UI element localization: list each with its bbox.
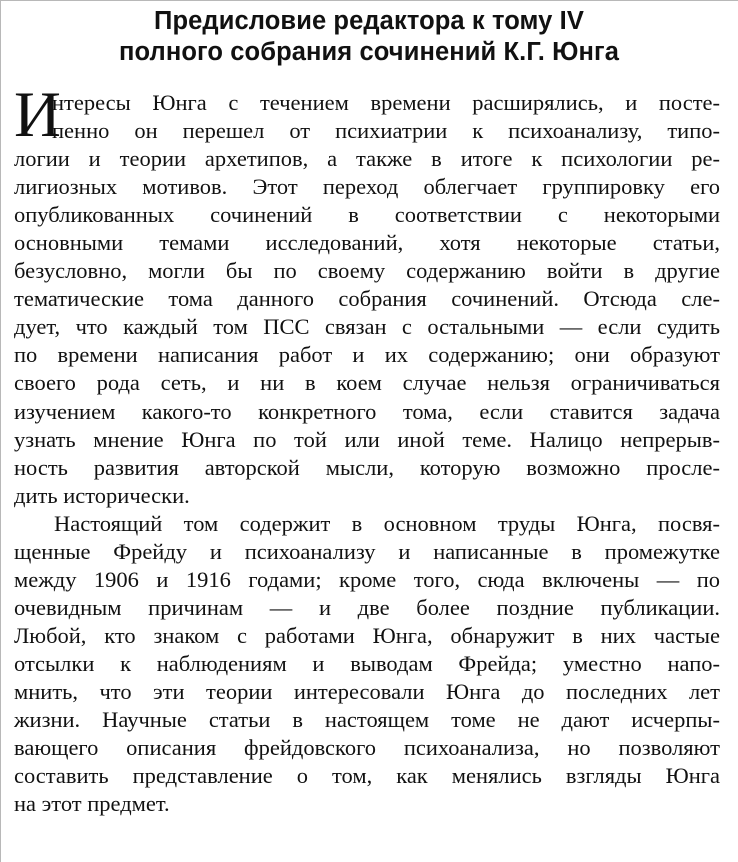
text-line: составить представление о том, как менялись взгляды Юнга (14, 763, 720, 789)
paragraph-1 (14, 79, 720, 510)
drop-cap: И (14, 79, 61, 151)
text-line: Настоящий том содержит в основном труды Юнга, посвя- (54, 510, 720, 536)
text-line: отсылки к наблюдениям и выводам Фрейда; уместно напо- (14, 650, 720, 676)
text-line: Любой, кто знаком с работами Юнга, обнаружит в них частые (14, 622, 720, 648)
text-line: пенно он перешел от психиатрии к психоанализу, типо- (52, 118, 720, 144)
text-line: по времени написания работ и их содержанию; они образуют (14, 342, 720, 368)
paragraph-2 (14, 510, 720, 819)
text-line: ность развития авторской мысли, которую возможно просле- (14, 454, 720, 480)
text-line: безусловно, могли бы по своему содержанию войти в другие (14, 258, 720, 284)
text-line: изучением какого-то конкретного тома, если ставится задача (14, 398, 720, 424)
text-line: щенные Фрейду и психоанализу и написанные в промежутке (14, 538, 720, 564)
text-line: на этот предмет. (14, 791, 170, 817)
title-line-2: полного собрания сочинений К.Г. Юнга (119, 38, 619, 66)
text-line: основными темами исследований, хотя некоторые статьи, (14, 230, 720, 256)
text-line: мнить, что эти теории интересовали Юнга до последних лет (14, 678, 720, 704)
document-body (14, 79, 720, 818)
text-line: узнать мнение Юнга по той или иной теме. Налицо непрерыв- (14, 426, 720, 452)
text-line: между 1906 и 1916 годами; кроме того, сюда включены — по (14, 566, 720, 592)
text-line: своего рода сеть, и ни в коем случае нельзя ограничиваться (14, 370, 720, 396)
text-line: дует, что каждый том ПСС связан с остальными — если судить (14, 314, 720, 340)
text-line: вающего описания фрейдовского психоанализа, но позволяют (14, 735, 720, 761)
text-line: опубликованных сочинений в соответствии с некоторыми (14, 202, 720, 228)
text-line: логии и теории архетипов, а также в итоге к психологии ре- (14, 146, 720, 172)
text-line: тематические тома данного собрания сочинений. Отсюда сле- (14, 286, 720, 312)
page-title (0, 6, 738, 68)
text-line: жизни. Научные статьи в настоящем томе не дают исчерпы- (14, 707, 720, 733)
text-line: дить исторически. (14, 482, 190, 508)
title-line-1: Предисловие редактора к тому IV (154, 7, 584, 35)
text-line: нтересы Юнга с течением времени расширялись, и посте- (52, 90, 720, 115)
text-line: очевидным причинам — и две более поздние публикации. (14, 594, 720, 620)
text-line: лигиозных мотивов. Этот переход облегчает группировку его (14, 174, 720, 200)
